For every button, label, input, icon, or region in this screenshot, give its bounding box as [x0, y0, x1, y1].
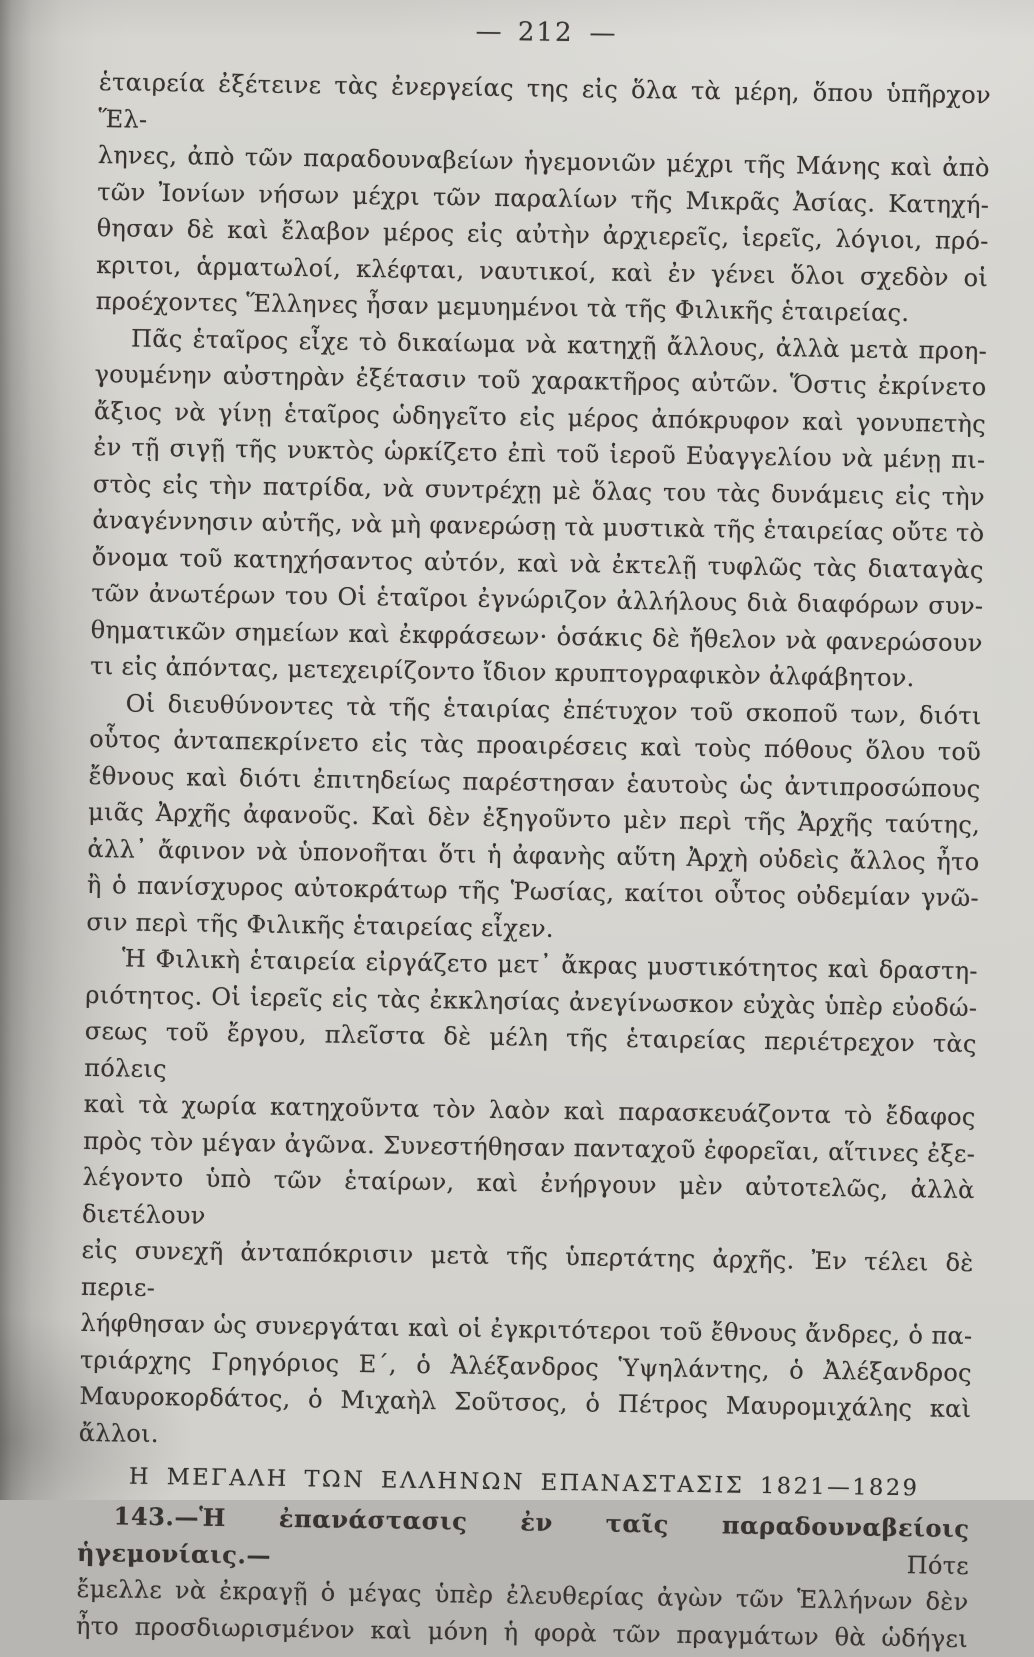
section-heading: Η ΜΕΓΑΛΗ ΤΩΝ ΕΛΛΗΝΩΝ ΕΠΑΝΑΣΤΑΣΙΣ 1821—1829 [78, 1458, 970, 1508]
text-line [77, 1498, 970, 1584]
text-line: γουμένην αὐστηρὰν ἐξέτασιν τοῦ χαρακτῆρος αὐτῶν. Ὅστις ἐκρίνετο [94, 356, 986, 406]
paragraph [95, 64, 991, 333]
paragraph [76, 1498, 970, 1657]
text-line: καὶ τὰ χωρία κατηχοῦντα τὸν λαὸν καὶ παρασκευάζοντα τὸ ἔδαφος [83, 1086, 975, 1136]
text-line: τριάρχης Γρηγόριος Ε΄, ὁ Ἀλέξανδρος Ὑψηλάντης, ὁ Ἀλέξανδρος [80, 1341, 972, 1391]
page-number: 212 [518, 17, 574, 48]
text-run: Πότε [271, 1541, 969, 1579]
text-line: ἐν τῇ σιγῇ τῆς νυκτὸς ὡρκίζετο ἐπὶ τοῦ ἱεροῦ Εὐαγγελίου νὰ μένῃ πι- [93, 429, 985, 479]
text-line: ριότητος. Οἱ ἱερεῖς εἰς τὰς ἐκκλησίας ἀνεγίνωσκον εὐχὰς ὑπὲρ εὐοδώ- [85, 976, 977, 1026]
text-line: σεως τοῦ ἔργου, πλεῖστα δὲ μέλη τῆς ἑταιρείας περιέτρεχον τὰς πόλεις [84, 1013, 977, 1099]
page-scan-area [76, 10, 992, 1657]
text-line: ἑταιρεία ἐξέτεινε τὰς ἐνεργείας της εἰς ὅλα τὰ μέρη, ὅπου ὑπῆρχον Ἕλ- [98, 64, 991, 150]
paragraph [86, 684, 982, 953]
text-line: τῶν Ἰονίων νήσων μέχρι τῶν παραλίων τῆς Μικρᾶς Ἀσίας. Κατηχή- [97, 173, 989, 223]
text-line: σιν περὶ τῆς Φιλικῆς ἑταιρείας εἶχεν. [86, 903, 978, 953]
text-line: κριτοι, ἁρματωλοί, κλέφται, ναυτικοί, καὶ ἐν γένει ὅλοι σχεδὸν οἱ [96, 246, 988, 296]
text-line: μιᾶς Ἀρχῆς ἀφανοῦς. Καὶ δὲν ἐξηγοῦντο μὲν περὶ τῆς Ἀρχῆς ταύτης, [88, 794, 980, 844]
text-line: θησαν δὲ καὶ ἔλαβον μέρος εἰς αὐτὴν ἀρχιερεῖς, ἱερεῖς, λόγιοι, πρό- [96, 210, 988, 260]
text-line: τι εἰς ἀπόντας, μετεχειρίζοντο ἴδιον κρυπτογραφικὸν ἀλφάβητον. [90, 648, 982, 698]
text-line: προέχοντες Ἕλληνες ἦσαν μεμυημένοι τὰ τῆς Φιλικῆς ἑταιρείας. [95, 283, 987, 333]
header-right-dash: — [589, 18, 616, 48]
text-block [76, 64, 991, 1657]
text-line: ἔμελλε νὰ ἐκραγῇ ὁ μέγας ὑπὲρ ἐλευθερίας ἀγὼν τῶν Ἑλλήνων δὲν [76, 1571, 968, 1621]
text-line: πρὸς τὸν μέγαν ἀγῶνα. Συνεστήθησαν πανταχοῦ ἐφορεῖαι, αἵτινες ἐξε- [83, 1122, 975, 1172]
text-line: ὄνομα τοῦ κατηχήσαντος αὐτόν, καὶ νὰ ἐκτελῇ τυφλῶς τὰς διαταγὰς [92, 538, 984, 588]
text-line: ἀλλ᾽ ἄφινον νὰ ὑπονοῆται ὅτι ἡ ἀφανὴς αὕτη Ἀρχὴ οὐδεὶς ἄλλος ἦτο [87, 830, 979, 880]
text-line: στὸς εἰς τὴν πατρίδα, νὰ συντρέχῃ μὲ ὅλας του τὰς δυνάμεις εἰς τὴν [93, 465, 985, 515]
text-line: οὗτος ἀνταπεκρίνετο εἰς τὰς προαιρέσεις καὶ τοὺς πόθους ὅλου τοῦ [89, 721, 981, 771]
page-header [100, 10, 992, 55]
text-line: λέγοντο ὑπὸ τῶν ἑταίρων, καὶ ἐνήργουν μὲν αὐτοτελῶς, ἀλλὰ διετέλουν [82, 1159, 975, 1245]
text-line: εἰς συνεχῆ ἀνταπόκρισιν μετὰ τῆς ὑπερτάτης ἀρχῆς. Ἐν τέλει δὲ περιε- [81, 1232, 974, 1318]
paragraph [90, 319, 987, 697]
header-left-dash: — [475, 17, 502, 47]
text-line: λήφθησαν ὡς συνεργάται καὶ οἱ ἐγκριτότεροι τοῦ ἔθνους ἄνδρες, ὁ πα- [80, 1305, 972, 1355]
text-line: ἦτο προσδιωρισμένον καὶ μόνη ἡ φορὰ τῶν πραγμάτων θὰ ὡδήγει [76, 1607, 968, 1657]
bold-run: 143.—Ἡ ἐπανάστασις ἐν ταῖς παραδουναβείοις ἡγεμονίαις.— [77, 1501, 970, 1569]
text-line: θηματικῶν σημείων καὶ ἐκφράσεων· ὁσάκις δὲ ἤθελον νὰ φανερώσουν [91, 611, 983, 661]
text-line: Ἡ Φιλικὴ ἑταιρεία εἰργάζετο μετ᾽ ἄκρας μυστικότητος καὶ δραστη- [86, 940, 978, 990]
text-line: Πᾶς ἑταῖρος εἶχε τὸ δικαίωμα νὰ κατηχῇ ἄλλους, ἀλλὰ μετὰ προη- [95, 319, 987, 369]
text-line: Μαυροκορδάτος, ὁ Μιχαὴλ Σοῦτσος, ὁ Πέτρος Μαυρομιχάλης καὶ ἄλλοι. [79, 1378, 972, 1464]
text-line: ἔθνους καὶ διότι ἐπιτηδείως παρέστησαν ἑαυτοὺς ὡς ἀντιπροσώπους [88, 757, 980, 807]
text-line: ἄξιος νὰ γίνῃ ἑταῖρος ὡδηγεῖτο εἰς μέρος ἀπόκρυφον καὶ γονυπετὴς [94, 392, 986, 442]
text-line: Οἱ διευθύνοντες τὰ τῆς ἑταιρίας ἐπέτυχον τοῦ σκοποῦ των, διότι [89, 684, 981, 734]
paragraph [79, 940, 978, 1464]
text-line: ληνες, ἀπὸ τῶν παραδουναβείων ἡγεμονιῶν μέχρι τῆς Μάνης καὶ ἀπὸ [98, 137, 990, 187]
text-line: ἀναγέννησιν αὐτῆς, νὰ μὴ φανερώσῃ τὰ μυστικὰ τῆς ἑταιρείας οὔτε τὸ [92, 502, 984, 552]
text-line: τῶν ἀνωτέρων του Οἱ ἑταῖροι ἐγνώριζον ἀλλήλους διὰ διαφόρων συν- [91, 575, 983, 625]
text-line: ἢ ὁ πανίσχυρος αὐτοκράτωρ τῆς Ῥωσίας, καίτοι οὗτος οὐδεμίαν γνῶ- [87, 867, 979, 917]
